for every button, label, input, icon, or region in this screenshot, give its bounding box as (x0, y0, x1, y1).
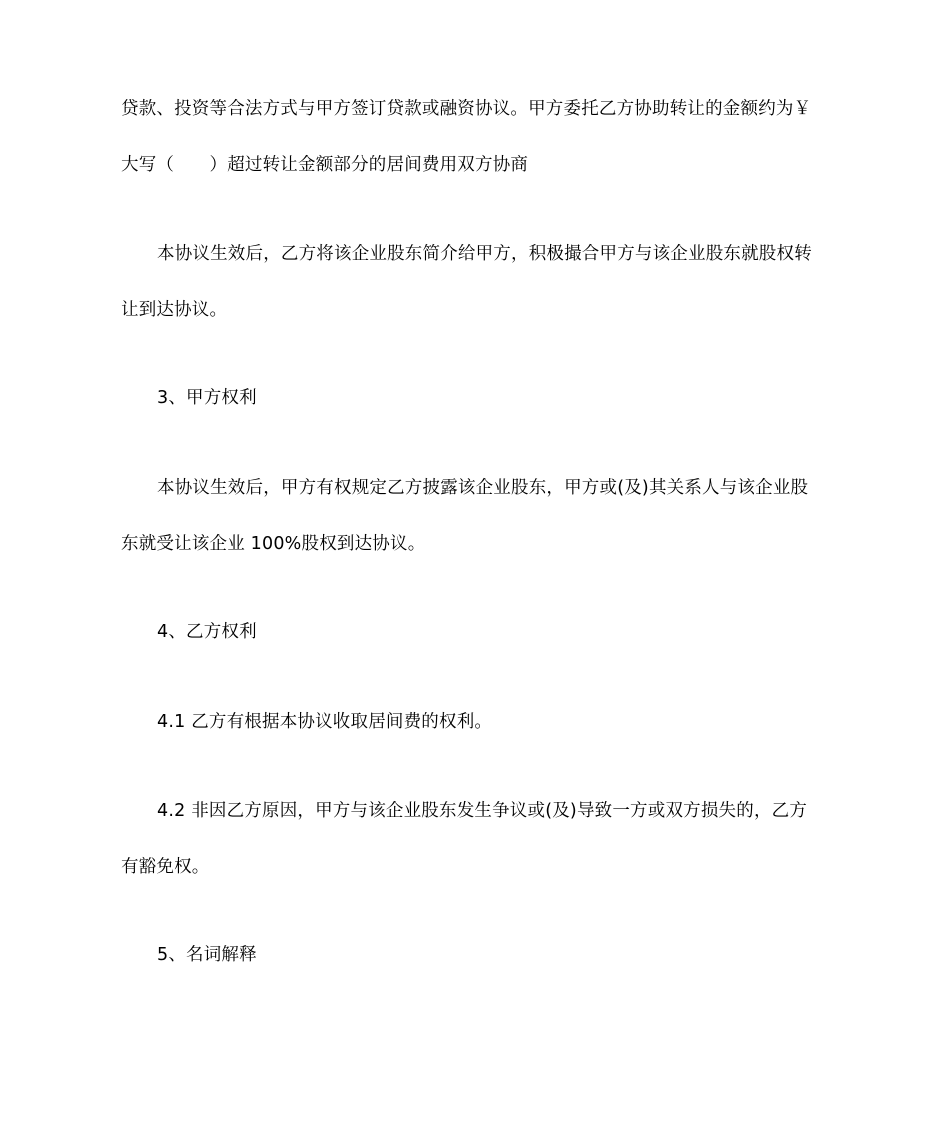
paragraph-line: 贷款、投资等合法方式与甲方签订贷款或融资协议。甲方委托乙方协助转让的金额约为￥ (121, 99, 812, 119)
paragraph-line: 有豁免权。 (121, 857, 210, 877)
paragraph-line: 东就受让该企业 100%股权到达协议。 (121, 534, 426, 554)
paragraph-line: 4.1 乙方有根据本协议收取居间费的权利。 (157, 712, 493, 732)
heading-text: 4、乙方权利 (157, 622, 257, 642)
section-heading-party-a-rights (121, 370, 833, 426)
clause-4-1 (121, 694, 833, 750)
paragraph-line: 本协议生效后，乙方将该企业股东简介给甲方，积极撮合甲方与该企业股东就股权转 (157, 244, 812, 264)
paragraph-line: 让到达协议。 (121, 300, 228, 320)
clause-4-2 (121, 783, 833, 895)
heading-text: 3、甲方权利 (157, 388, 257, 408)
paragraph-line: 大写（ ）超过转让金额部分的居间费用双方协商 (121, 155, 529, 175)
paragraph-loan-financing (121, 81, 833, 193)
paragraph-line: 4.2 非因乙方原因，甲方与该企业股东发生争议或(及)导致一方或双方损失的，乙方 (157, 801, 808, 821)
paragraph-party-b-introduction (121, 226, 833, 338)
paragraph-party-a-disclosure (121, 460, 833, 572)
section-heading-party-b-rights (121, 604, 833, 660)
heading-text: 5、名词解释 (157, 945, 257, 965)
paragraph-line: 本协议生效后，甲方有权规定乙方披露该企业股东，甲方或(及)其关系人与该企业股 (157, 478, 809, 498)
section-heading-definitions (121, 927, 833, 983)
